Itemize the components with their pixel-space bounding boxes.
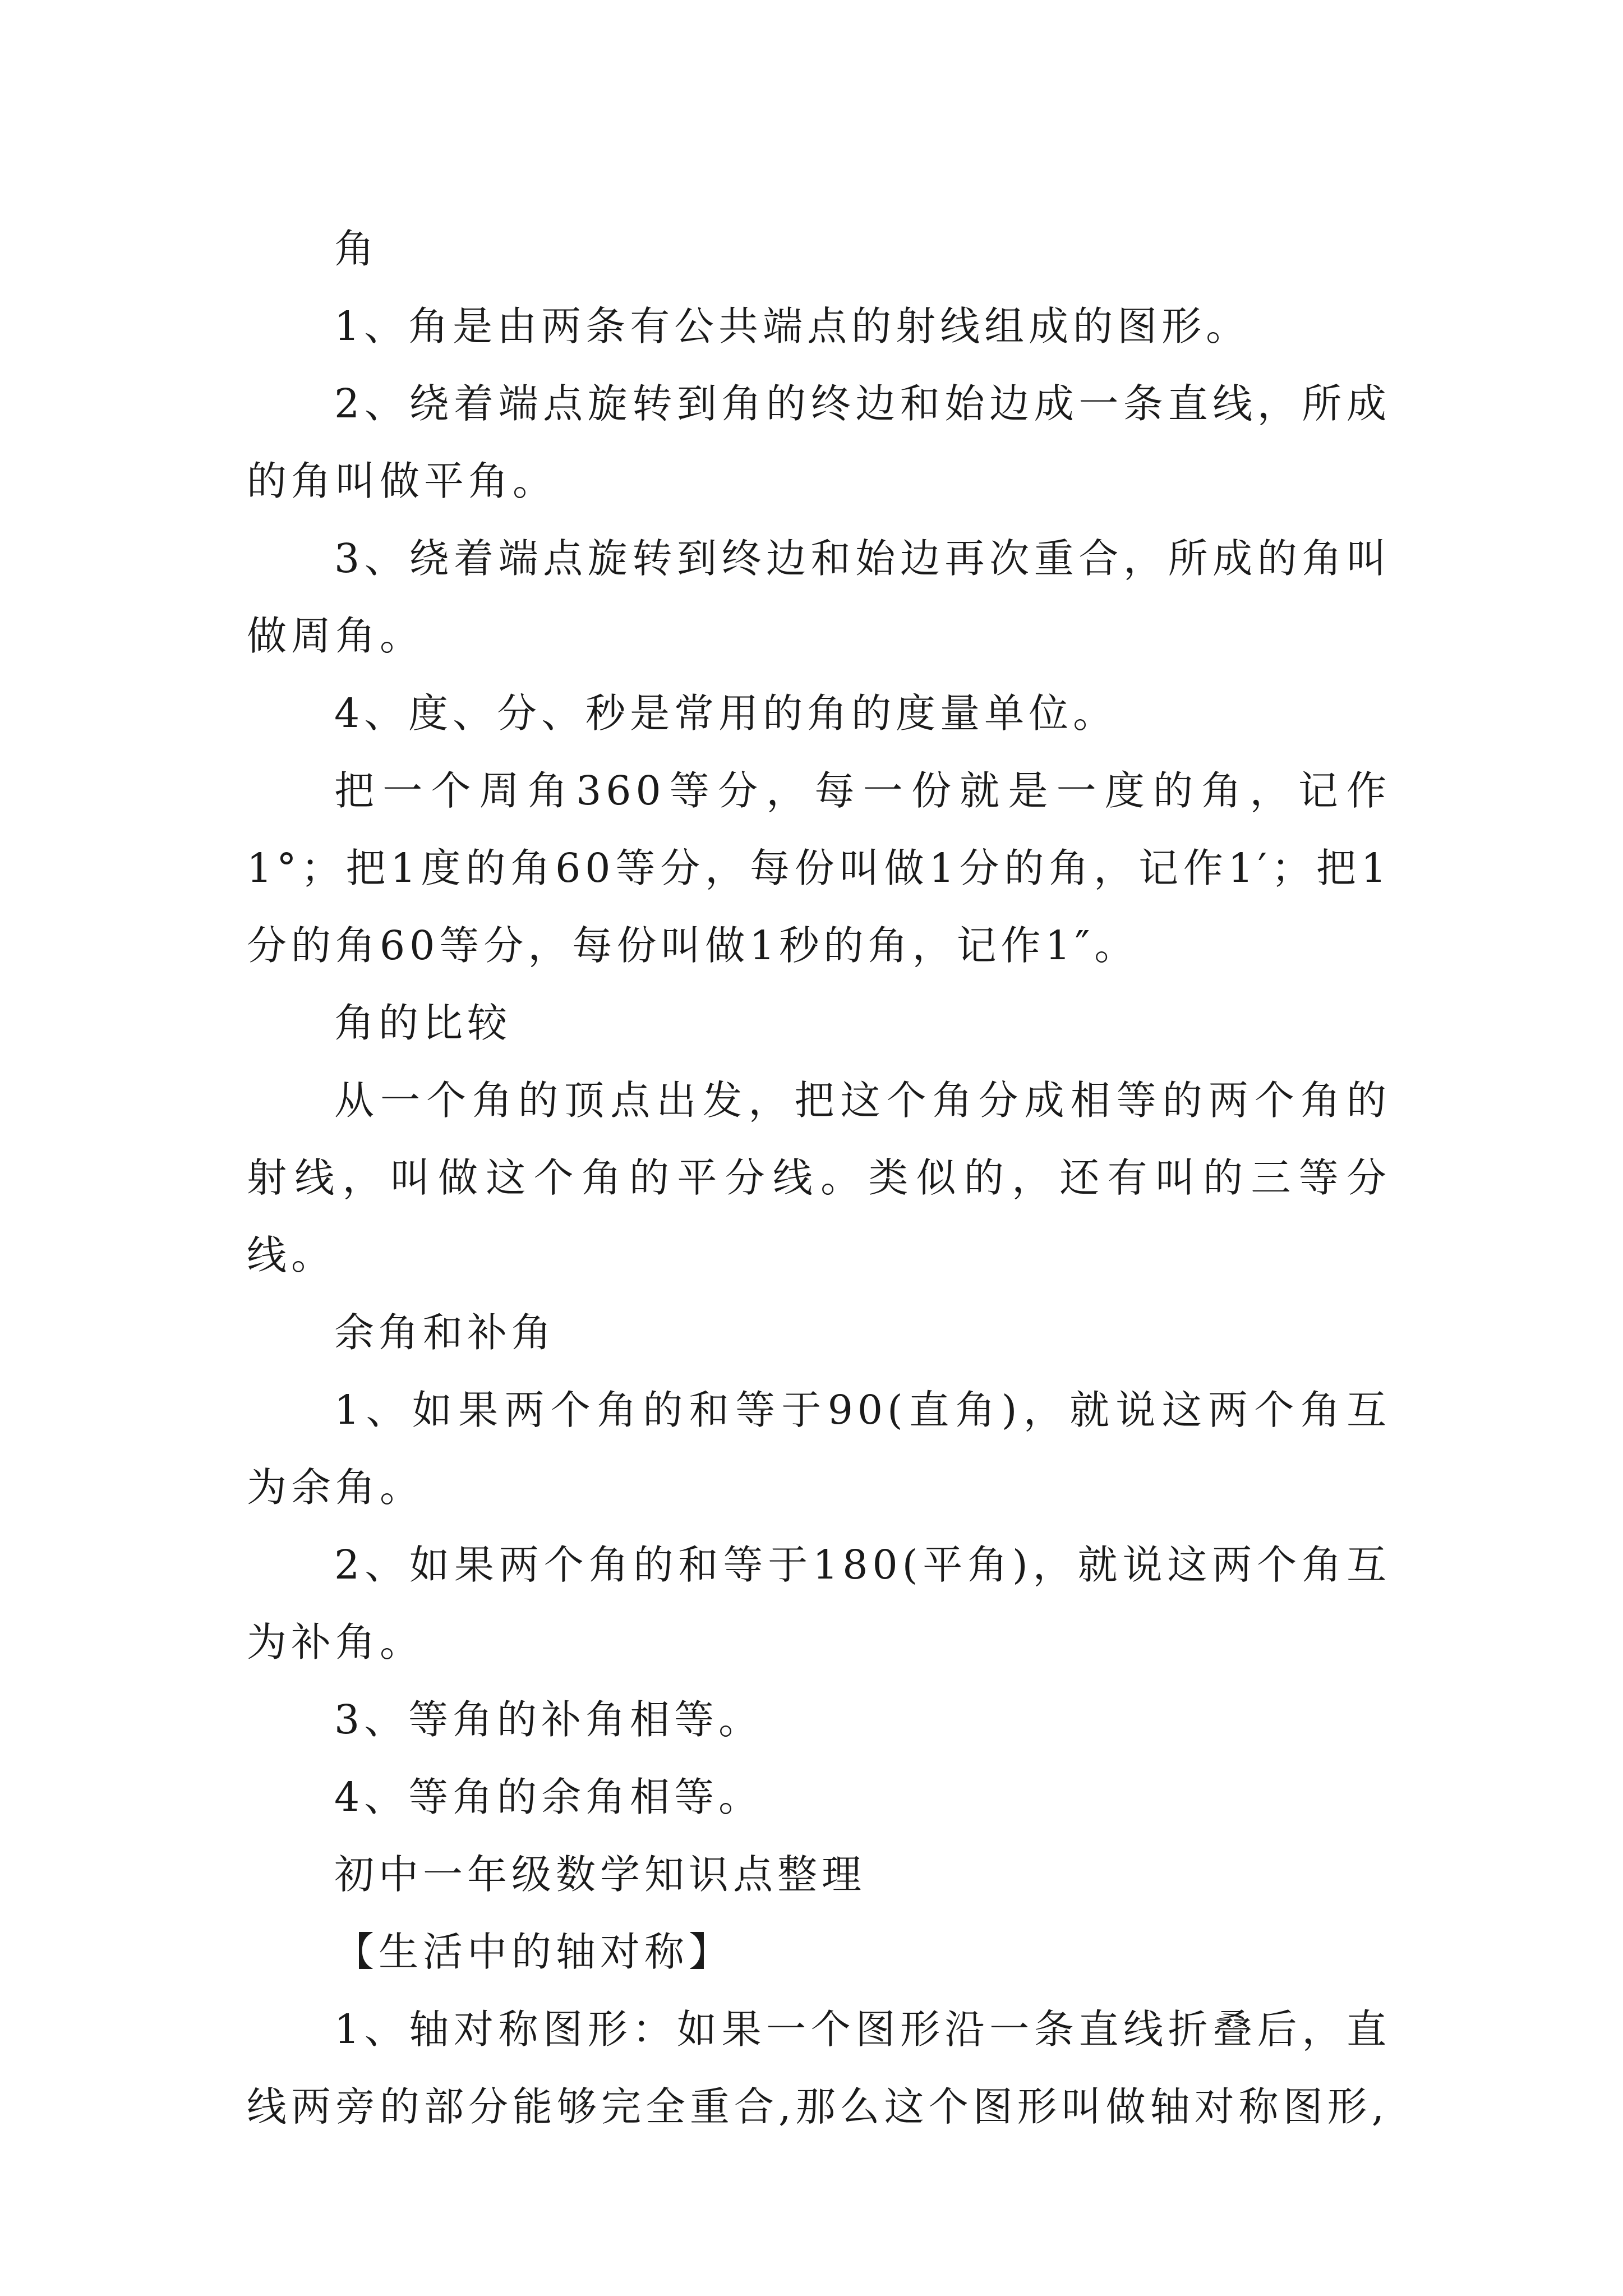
paragraph-supplementary-angles: 2、如果两个角的和等于180(平角)，就说这两个角互为补角。 xyxy=(247,1542,1391,1665)
paragraph-angle-units: 4、度、分、秒是常用的角的度量单位。 xyxy=(334,690,1118,737)
document-body xyxy=(247,210,1391,2146)
paragraph-degree-minute-second: 把一个周角360等分，每一份就是一度的角，记作1°；把1度的角60等分，每份叫做1分的角，记作1′；把1分的角60等分，每份叫做1秒的角，记作1″。 xyxy=(247,767,1391,969)
section-heading-grade-seven-math: 初中一年级数学知识点整理 xyxy=(334,1851,866,1898)
paragraph-angle-bisector: 从一个角的顶点出发，把这个角分成相等的两个角的射线，叫做这个角的平分线。类似的，还有叫的三等分线。 xyxy=(247,1077,1391,1278)
section-heading-axial-symmetry: 【生活中的轴对称】 xyxy=(334,1929,734,1975)
paragraph-equal-supplements: 3、等角的补角相等。 xyxy=(334,1696,763,1743)
paragraph-complementary-angles: 1、如果两个角的和等于90(直角)，就说这两个角互为余角。 xyxy=(247,1387,1391,1511)
section-heading-angle: 角 xyxy=(334,226,379,272)
section-heading-angle-comparison: 角的比较 xyxy=(334,1000,512,1046)
paragraph-axisymmetric-figure: 1、轴对称图形：如果一个图形沿一条直线折叠后，直线两旁的部分能够完全重合,那么这个图形叫做轴对称图形, xyxy=(247,2006,1391,2130)
paragraph-straight-angle: 2、绕着端点旋转到角的终边和始边成一条直线，所成的角叫做平角。 xyxy=(247,380,1391,504)
paragraph-full-angle: 3、绕着端点旋转到终边和始边再次重合，所成的角叫做周角。 xyxy=(247,535,1391,659)
section-heading-complementary-supplementary: 余角和补角 xyxy=(334,1309,556,1356)
paragraph-equal-complements: 4、等角的余角相等。 xyxy=(334,1774,763,1820)
paragraph-angle-definition: 1、角是由两条有公共端点的射线组成的图形。 xyxy=(334,303,1251,349)
